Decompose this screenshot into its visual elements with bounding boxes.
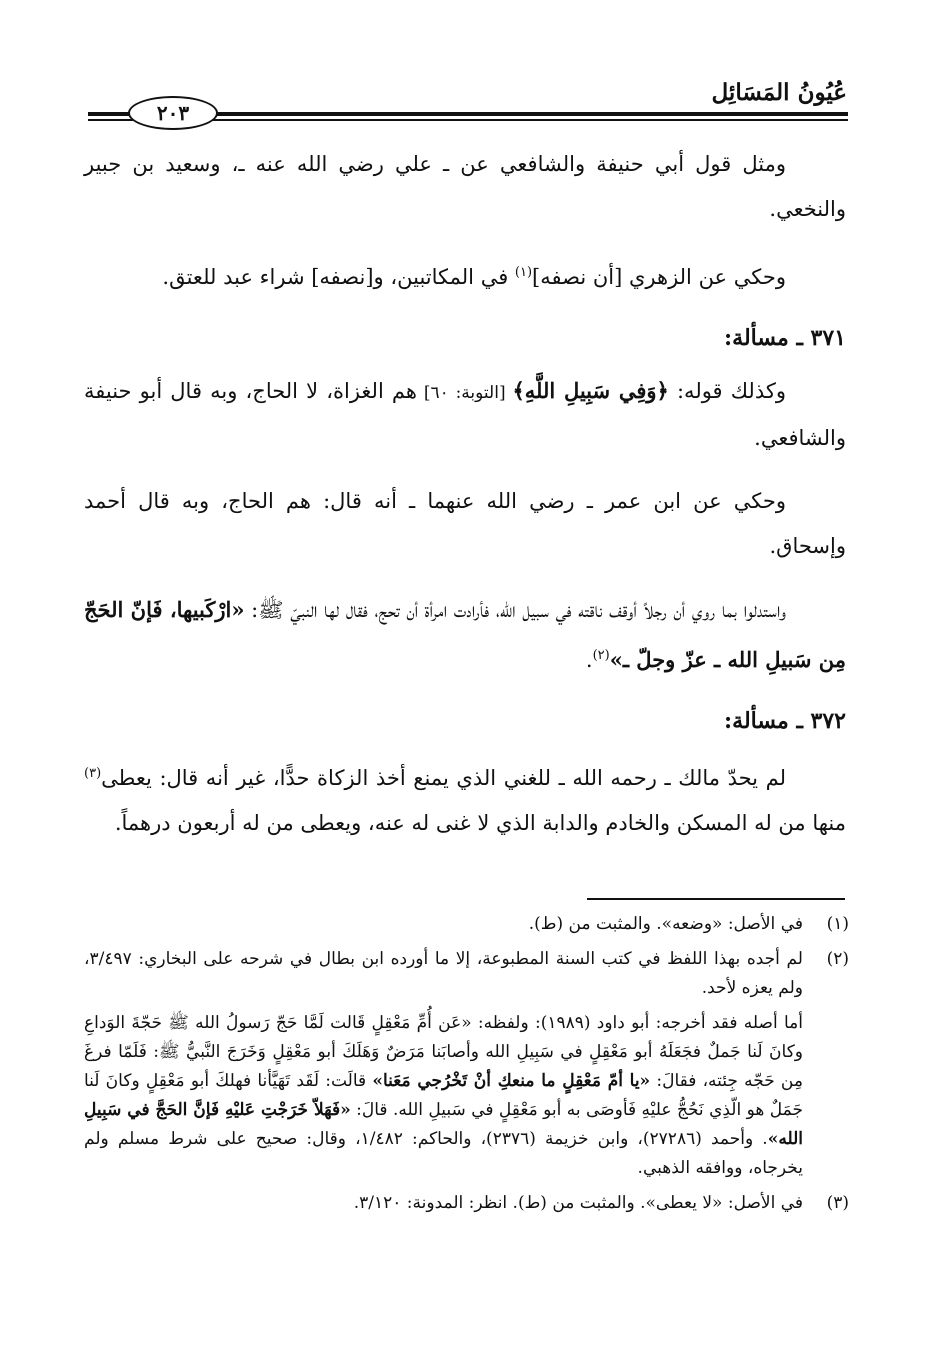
footnote-ref-2[interactable]: (٢) xyxy=(592,648,610,663)
footnote-2-continuation xyxy=(84,1009,849,1183)
quran-verse: ﴿وَفِي سَبِيلِ اللَّهِ﴾ xyxy=(512,378,669,403)
footnote-ref-1[interactable]: (١) xyxy=(514,265,533,280)
paragraph-3 xyxy=(84,368,846,461)
paragraph-2-text-a: وحكي عن الزهري [أن نصفه] xyxy=(532,265,786,289)
footnote-2-cont-c: . وأحمد (٢٧٢٨٦)، وابن خزيمة (٢٣٧٦)، والحاكم: ١/٤٨٢، وقال: صحيح على شرط مسلم ولم يخرجاه، ووافقه الذهبي. xyxy=(84,1129,803,1178)
footnote-2-cont-a: أما أصله فقد أخرجه: أبو داود (١٩٨٩): ولفظه: «عَن أُمِّ مَعْقِلٍ قَالت لَمَّا حَجّ رَسولُ الله ﷺ حَجّةَ الوَداعِ وكانَ لَنا جَملٌ فجَعَلَهُ أبو مَعْقِلٍ في سَبِيلِ الله وأصابَنا مَرَضٌ وَهَلَكَ أبو مَعْقِلٍ وَخَرَجَ النَّبيُّ ﷺ: فَلَمّا فرغَ مِن حَجّه جِئته، فقالَ: xyxy=(84,1013,803,1091)
paragraph-3-text-b: هم الغزاة، لا الحاج، وبه قال أبو حنيفة والشافعي. xyxy=(84,379,846,450)
footnote-1-number: (١) xyxy=(826,914,849,934)
page-number-badge: ٢٠٣ xyxy=(128,96,218,130)
footnote-1 xyxy=(84,910,849,939)
paragraph-1 xyxy=(84,142,846,232)
footnote-3-number: (٣) xyxy=(826,1193,849,1213)
paragraph-2 xyxy=(84,250,846,300)
running-header-title: عُيُونُ المَسَائِل xyxy=(711,79,847,106)
paragraph-6 xyxy=(84,751,846,846)
verse-citation: [التوبة: ٦٠] xyxy=(416,383,513,403)
footnotes xyxy=(84,910,849,1224)
footnote-3-text: في الأصل: «لا يعطى». والمثبت من (ط). انظر: المدونة: ٣/١٢٠. xyxy=(353,1193,803,1213)
paragraph-2-text-b: في المكاتبين، و[نصفه] شراء عبد للعتق. xyxy=(162,265,515,289)
paragraph-5 xyxy=(84,587,846,683)
paragraph-4 xyxy=(84,479,846,569)
footnote-ref-3[interactable]: (٣) xyxy=(84,766,102,781)
footnote-separator xyxy=(587,898,845,900)
footnote-2-hadith-1: «يا أمّ مَعْقِلٍ ما منعكِ أنْ تَخْرُجي مَعَنا» xyxy=(372,1071,651,1091)
paragraph-3-text-a: وكذلك قوله: xyxy=(668,379,786,403)
paragraph-6-text-a: لم يحدّ مالك ـ رحمه الله ـ للغني الذي يمنع أخذ الزكاة حدًّا، غير أنه قال: يعطى xyxy=(101,766,786,790)
footnote-3 xyxy=(84,1189,849,1218)
paragraph-6-text-b: منها من له المسكن والخادم والدابة الذي لا غنى له عنه، ويعطى من له أربعون درهماً. xyxy=(114,811,846,835)
paragraph-5-text-a: واستدلوا بما روي أن رجلاً أوقف ناقته في سبيل الله، فأرادت امرأة أن تحج، فقال لها النبيّ ﷺ: xyxy=(244,598,787,622)
section-heading-371: ٣٧١ ـ مسألة: xyxy=(724,325,846,351)
footnote-1-text: في الأصل: «وضعه». والمثبت من (ط). xyxy=(528,914,803,934)
main-text xyxy=(84,142,846,864)
footnote-2 xyxy=(84,945,849,1003)
footnote-2-text: لم أجده بهذا اللفظ في كتب السنة المطبوعة، إلا ما أورده ابن بطال في شرحه على البخاري: ٣/٤٩٧، ولم يعزه لأحد. xyxy=(84,949,803,998)
hadith-quote: «ارْكَبيها، فَإنّ الحَجّ مِن سَبيلِ الله ـ عزّ وجلّ ـ» xyxy=(84,597,846,672)
footnote-2-cont-b: قالَت: لَقَد تَهَيَّأنا فهلكَ أبو مَعْقِلٍ وكانَ لَنا جَمَلٌ هو الّذِي نَحُجُّ عليْهِ فَأوصَى به أبو مَعْقِلٍ في سَبيلِ الله. قالَ: xyxy=(84,1071,803,1120)
section-heading-372: ٣٧٢ ـ مسألة: xyxy=(724,708,846,734)
paragraph-4-text: وحكي عن ابن عمر ـ رضي الله عنهما ـ أنه قال: هم الحاج، وبه قال أحمد وإسحاق. xyxy=(84,489,846,558)
footnote-2-number: (٢) xyxy=(826,949,849,969)
paragraph-5-end: . xyxy=(585,648,593,672)
paragraph-1-text: ومثل قول أبي حنيفة والشافعي عن ـ علي رضي الله عنه ـ، وسعيد بن جبير والنخعي. xyxy=(84,152,846,221)
footnote-2-hadith-2: «فَهَلاّ خَرَجْتِ عَليْهِ فَإنَّ الحَجَّ في سَبِيلِ الله» xyxy=(84,1100,803,1149)
